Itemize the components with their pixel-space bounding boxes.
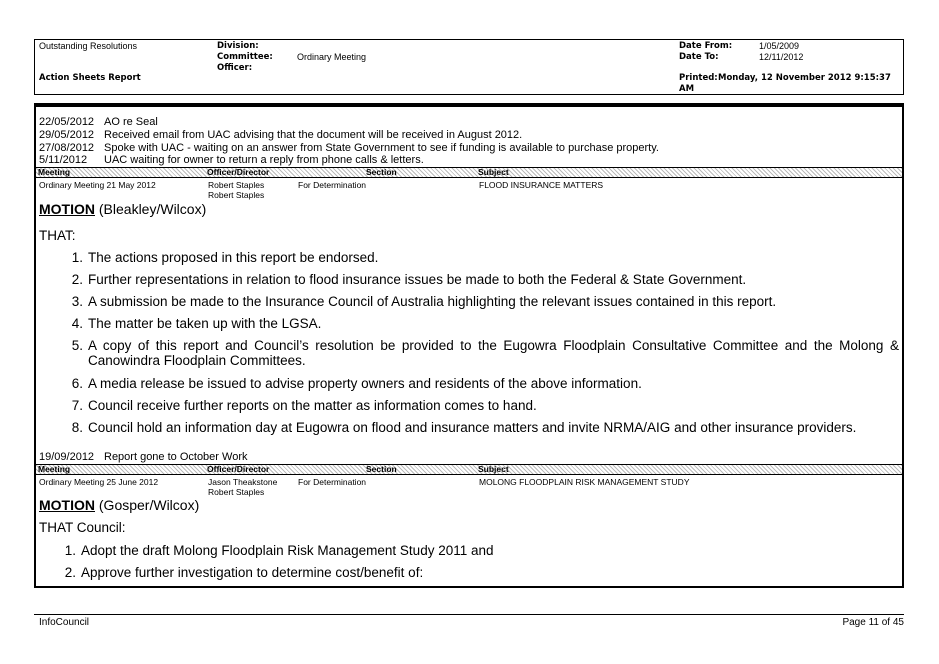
item-section: For Determination — [298, 180, 367, 190]
item-director: Robert Staples — [208, 190, 265, 200]
report-name: Action Sheets Report — [39, 73, 141, 83]
item-number: 5. — [71, 338, 83, 353]
resolution-item — [69, 375, 899, 392]
item-number: 1. — [71, 250, 83, 265]
footer-rule — [34, 614, 904, 615]
log-text: Spoke with UAC - waiting on an answer from State Government to see if funding is available to purchase property. — [104, 142, 659, 154]
item-number: 1. — [64, 543, 76, 558]
item-number: 7. — [71, 398, 83, 413]
item-text: A media release be issued to advise property owners and residents of the above information. — [88, 376, 642, 391]
log-text: UAC waiting for owner to return a reply from phone calls & letters. — [104, 154, 424, 166]
item-subject: MOLONG FLOODPLAIN RISK MANAGEMENT STUDY — [479, 477, 690, 487]
item-section: For Determination — [298, 477, 367, 487]
resolution-item — [62, 542, 892, 559]
item-subject: FLOOD INSURANCE MATTERS — [479, 180, 604, 190]
log-date: 19/09/2012 — [39, 451, 95, 463]
motion-heading — [39, 201, 206, 217]
item-number: 2. — [64, 565, 76, 580]
top-rule — [36, 105, 902, 107]
item-number: 4. — [71, 316, 83, 331]
resolution-item — [69, 397, 899, 414]
col-subject: Subject — [478, 167, 509, 177]
item-text: The actions proposed in this report be endorsed. — [88, 250, 379, 265]
log-entry — [39, 451, 247, 464]
item-officer: Robert Staples — [208, 180, 265, 190]
page-number: Page 11 of 45 — [842, 617, 904, 628]
item-number: 8. — [71, 420, 83, 435]
item-number: 2. — [71, 272, 83, 287]
date-from-label: Date From: — [679, 41, 733, 51]
item-officer: Jason Theakstone — [208, 477, 278, 487]
col-officer: Officer/Director — [207, 464, 270, 474]
item-text: Further representations in relation to flood insurance issues be made to both the Federal & State Government. — [88, 272, 747, 287]
column-header-bar — [36, 167, 902, 178]
log-text: Received email from UAC advising that the document will be received in August 2012. — [104, 129, 523, 141]
col-subject: Subject — [478, 464, 509, 474]
log-entry — [39, 129, 522, 142]
committee-label: Committee: — [217, 52, 273, 62]
header-left-title: Outstanding Resolutions — [39, 41, 138, 51]
item-text: Adopt the draft Molong Floodplain Risk Management Study 2011 and — [81, 543, 494, 558]
motion-heading — [39, 497, 199, 513]
motion-movers: (Bleakley/Wilcox) — [95, 201, 207, 217]
printed-value: Monday, 12 November 2012 9:15:37 — [718, 73, 891, 83]
item-meeting: Ordinary Meeting 25 June 2012 — [39, 477, 159, 487]
log-date: 22/05/2012 — [39, 116, 95, 128]
printed-value-cont: AM — [679, 84, 695, 94]
that-label: THAT: — [39, 228, 76, 243]
item-text: Council receive further reports on the matter as information comes to hand. — [88, 398, 537, 413]
col-meeting: Meeting — [38, 464, 71, 474]
item-text: A copy of this report and Council’s resolution be provided to the Eugowra Floodplain Consultative Committee and the Molong & — [88, 338, 899, 353]
item-number: 6. — [71, 376, 83, 391]
motion-movers: (Gosper/Wilcox) — [95, 497, 200, 513]
column-header-bar — [36, 464, 902, 475]
footer-app-name: InfoCouncil — [39, 617, 90, 628]
that-label: THAT Council: — [39, 520, 126, 535]
resolution-item — [69, 293, 899, 310]
resolution-item — [69, 249, 899, 266]
log-text: AO re Seal — [104, 116, 158, 128]
resolution-item — [69, 337, 899, 371]
division-label: Division: — [217, 41, 259, 51]
log-entry — [39, 116, 158, 129]
date-to-label: Date To: — [679, 52, 719, 62]
col-section: Section — [366, 167, 397, 177]
resolution-item — [69, 315, 899, 332]
item-director: Robert Staples — [208, 487, 265, 497]
item-number: 3. — [71, 294, 83, 309]
log-text: Report gone to October Work — [104, 451, 248, 463]
officer-label: Officer: — [217, 63, 253, 73]
item-text: The matter be taken up with the LGSA. — [88, 316, 322, 331]
item-meeting: Ordinary Meeting 21 May 2012 — [39, 180, 156, 190]
log-date: 27/08/2012 — [39, 142, 95, 154]
motion-word: MOTION — [39, 497, 95, 513]
item-text-cont: Canowindra Floodplain Committees. — [88, 353, 306, 368]
item-text: Approve further investigation to determine cost/benefit of: — [81, 565, 424, 580]
col-section: Section — [366, 464, 397, 474]
printed-label: Printed: — [679, 73, 718, 83]
col-meeting: Meeting — [38, 167, 71, 177]
resolution-item — [69, 419, 899, 436]
log-entry — [39, 154, 424, 167]
col-officer: Officer/Director — [207, 167, 270, 177]
item-text: Council hold an information day at Eugowra on flood and insurance matters and invite NRMA/AIG and other insurance providers. — [88, 420, 857, 435]
committee-value: Ordinary Meeting — [297, 52, 367, 62]
log-date: 29/05/2012 — [39, 129, 95, 141]
date-from-value: 1/05/2009 — [759, 41, 800, 51]
item-text: A submission be made to the Insurance Council of Australia highlighting the relevant issues contained in this report. — [88, 294, 777, 309]
date-to-value: 12/11/2012 — [759, 52, 804, 62]
resolution-item — [69, 271, 899, 288]
log-date: 5/11/2012 — [39, 154, 88, 166]
motion-word: MOTION — [39, 201, 95, 217]
resolution-item — [62, 564, 892, 581]
